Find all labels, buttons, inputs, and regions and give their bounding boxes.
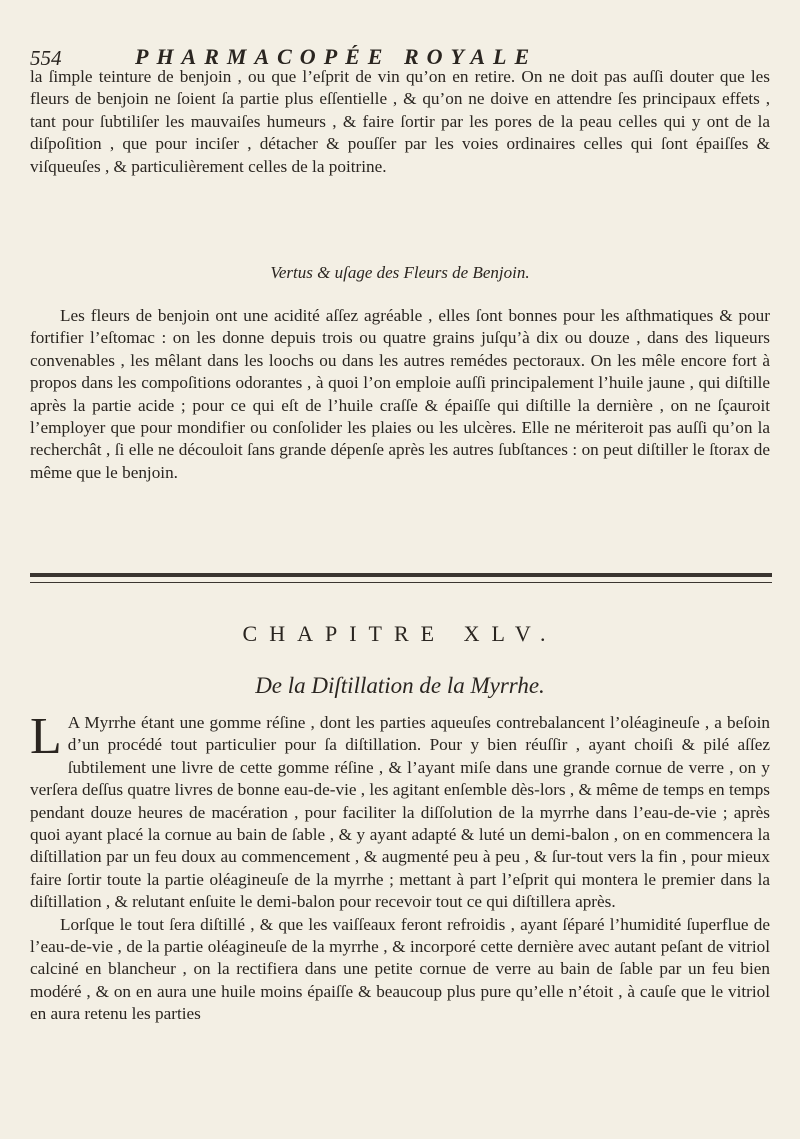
drop-cap: L [30, 708, 62, 765]
ornamental-rule [30, 573, 772, 583]
chapter-subtitle: De la Diſtillation de la Myrrhe. [255, 673, 545, 698]
chapter-heading: CHAPITRE XLV. [242, 621, 558, 646]
paragraph-1 [30, 66, 770, 178]
running-title: PHARMACOPÉE ROYALE [135, 44, 538, 69]
paragraph-1-text: la ſimple teinture de benjoin , ou que l’eſprit de vin qu’on en retire. On ne doit pas auſſi douter que les fleurs de benjoin ne ſoient ſa partie plus eſſentielle , & qu’on ne doive en attendre ſes principaux effets , tant pour ſubtiliſer les mauvaiſes humeurs , & faire ſortir par les pores de la peau celles qui y ont de la diſpoſition , que pour inciſer , détacher & pouſſer par les voies ordinaires celles qui ſont épaiſſes & viſqueuſes , & particulièrement celles de la poitrine. [30, 67, 770, 176]
paragraph-3 [30, 708, 770, 914]
paragraph-4: Lorſque le tout ſera diſtillé , & que les vaiſſeaux feront refroidis , ayant ſéparé l’humidité ſuperflue de l’eau-de-vie , de la partie oléagineuſe de la myrrhe , & incorporé cette dernière avec autant peſant de vitriol calciné en blancheur , on la rectifiera dans une petite cornue de verre au bain de ſable par un feu bien modéré , & on en aura une huile moins épaiſſe & beaucoup plus pure qu’elle n’étoit , à cauſe que le vitriol en aura retenu les parties [30, 914, 770, 1024]
chapter-body [30, 708, 770, 1026]
paragraph-3-text: A Myrrhe étant une gomme réſine , dont les parties aqueuſes contrebalancent l’oléagineuſe , a beſoin d’un procédé tout particulier pour ſa diſtillation. Pour y bien réuſſir , ayant choiſi & pilé aſſez ſubtilement une livre de cette gomme réſine , & l’ayant miſe dans une grande cornue de verre , on y verſera deſſus quatre livres de bonne eau-de-vie , les agitant enſemble dès-lors , & même de temps en temps pendant douze heures de macération , pour faciliter la diſſolution de la myrrhe dans l’eau-de-vie ; après quoi ayant placé la cornue au bain de ſable , & y ayant adapté & luté un demi-balon , on en commencera la diſtillation par un feu doux au commencement , & augmenté peu à peu , & ſur-tout vers la fin , pour mieux faire ſortir toute la partie oléagineuſe de la myrrhe ; mettant à part l’eſprit qui montera le premier dans la diſtillation , & relutant enſuite le demi-balon pour recevoir tout ce qui diſtillera après. [30, 713, 770, 912]
paragraph-2: Les fleurs de benjoin ont une acidité aſſez agréable , elles ſont bonnes pour les aſthmatiques & pour fortifier l’eſtomac : on les donne depuis trois ou quatre grains juſqu’à dix ou douze , dans des liqueurs convenables , les mêlant dans les loochs ou dans les autres remédes pectoraux. On les mêle encore fort à propos dans les compoſitions odorantes , à quoi l’on emploie auſſi principalement l’huile jaune , qui diſtille après la partie acide ; pour ce qui eſt de l’huile craſſe & épaiſſe qui diſtille la dernière , on ne ſçauroit l’employer que pour mondifier ou conſolider les plaies ou les ulcères. Elle ne mériteroit pas auſſi qu’on la recherchât , ſi elle ne découloit ſans grande dépenſe après les autres ſubſtances : on peut diſtiller le ſtorax de même que le benjoin. [30, 306, 770, 482]
section-subheading: Vertus & uſage des Fleurs de Benjoin. [270, 263, 530, 282]
page-number: 554 [30, 46, 62, 70]
